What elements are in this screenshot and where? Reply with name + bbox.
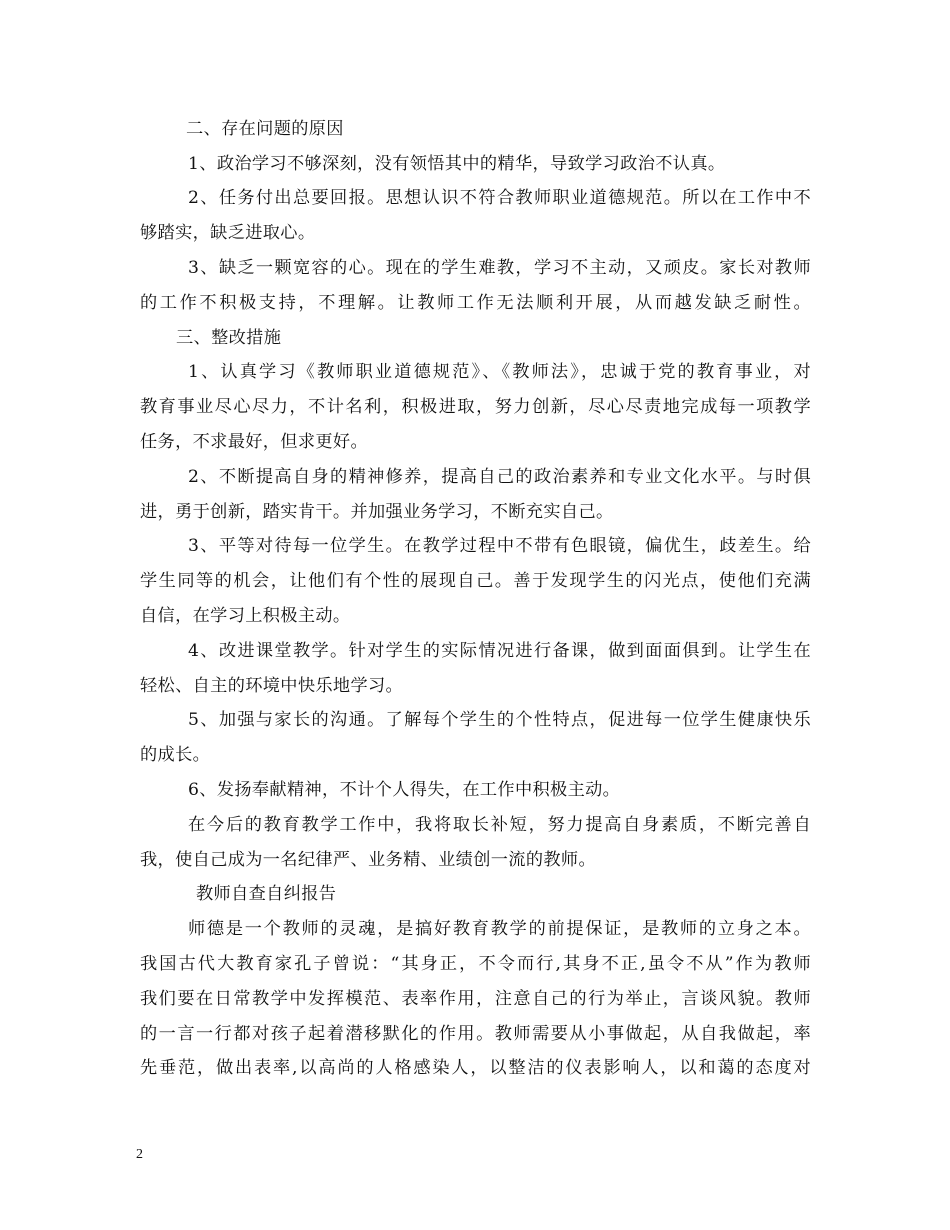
text-line: 我国古代大教育家孔子曾说：“其身正，不令而行,其身不正,虽令不从”作为教师 [140, 954, 811, 974]
text-line: 我们要在日常教学中发挥模范、表率作用，注意自己的行为举止，言谈风貌。教师 [140, 989, 811, 1009]
page-number: 2 [136, 1147, 143, 1162]
text-line: 先垂范，做出表率,以高尚的人格感染人，以整洁的仪表影响人，以和蔼的态度对 [140, 1058, 811, 1078]
text-line: 3、缺乏一颗宽容的心。现在的学生难教，学习不主动，又顽皮。家长对教师 [188, 258, 811, 278]
report-title: 教师自查自纠报告 [196, 884, 337, 904]
text-line: 轻松、自主的环境中快乐地学习。 [140, 676, 404, 696]
text-line: 4、改进课堂教学。针对学生的实际情况进行备课，做到面面俱到。让学生在 [188, 641, 811, 661]
text-line: 的成长。 [140, 745, 211, 765]
text-line: 在今后的教育教学工作中，我将取长补短，努力提高自身素质，不断完善自 [188, 815, 811, 835]
text-line: 5、加强与家长的沟通。了解每个学生的个性特点，促进每一位学生健康快乐 [188, 710, 811, 730]
text-line: 2、任务付出总要回报。思想认识不符合教师职业道德规范。所以在工作中不 [188, 188, 811, 208]
text-line: 任务，不求最好，但求更好。 [140, 432, 368, 452]
section-heading-causes: 二、存在问题的原因 [186, 119, 344, 139]
text-line: 教育事业尽心尽力，不计名利，积极进取，努力创新，尽心尽责地完成每一项教学 [140, 397, 811, 417]
text-line: 的工作不积极支持，不理解。让教师工作无法顺利开展，从而越发缺乏耐性。 [140, 293, 811, 313]
text-line: 自信，在学习上积极主动。 [140, 606, 351, 626]
text-line: 的一言一行都对孩子起着潜移默化的作用。教师需要从小事做起，从自我做起，率 [140, 1024, 811, 1044]
text-line: 6、发扬奉献精神，不计个人得失，在工作中积极主动。 [188, 780, 621, 800]
text-line: 师德是一个教师的灵魂，是搞好教育教学的前提保证，是教师的立身之本。 [188, 919, 811, 939]
text-line: 1、政治学习不够深刻，没有领悟其中的精华，导致学习政治不认真。 [188, 154, 726, 174]
text-line: 1、认真学习《教师职业道德规范》、《教师法》，忠诚于党的教育事业，对 [188, 362, 811, 382]
text-line: 2、不断提高自身的精神修养，提高自己的政治素养和专业文化水平。与时俱 [188, 467, 811, 487]
text-line: 我，使自己成为一名纪律严、业务精、业绩创一流的教师。 [140, 850, 596, 870]
text-line: 进，勇于创新，踏实肯干。并加强业务学习，不断充实自己。 [140, 502, 614, 522]
text-line: 学生同等的机会，让他们有个性的展现自己。善于发现学生的闪光点，使他们充满 [140, 571, 811, 591]
text-line: 3、平等对待每一位学生。在教学过程中不带有色眼镜，偏优生，歧差生。给 [188, 536, 811, 556]
text-line: 够踏实，缺乏进取心。 [140, 223, 316, 243]
section-heading-measures: 三、整改措施 [176, 328, 282, 348]
